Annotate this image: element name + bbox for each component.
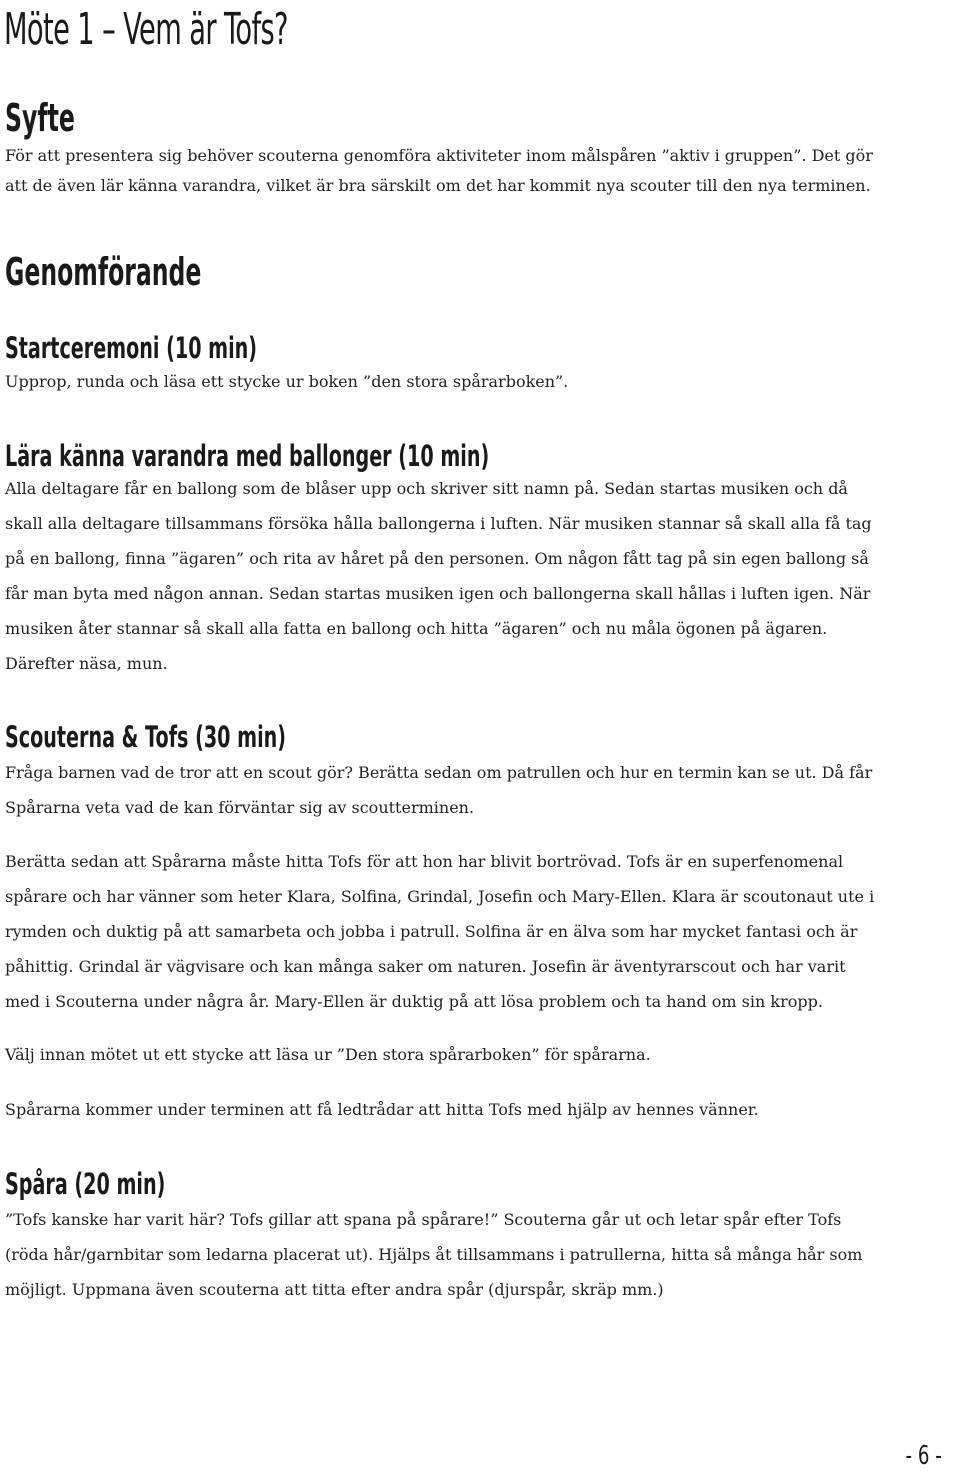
paragraph-syfte: För att presentera sig behöver scouterna genomföra aktiviteter inom målspåren ”aktiv i gruppen”. Det gör att de även lär känna varandra, vilket är bra särskilt om det har kommit nya scouter till den nya terminen. (5, 146, 873, 195)
heading-genomforande: Genomförande (5, 250, 202, 294)
paragraph-scouterna-4: Spårarna kommer under terminen att få ledtrådar att hitta Tofs med hjälp av hennes vänner. (5, 1100, 759, 1119)
heading-spara: Spåra (20 min) (5, 1167, 166, 1201)
paragraph-ballonger: Alla deltagare får en ballong som de blåser upp och skriver sitt namn på. Sedan startas musiken och då skall alla deltagare tillsammans försöka hålla ballongerna i luften. När musiken stannar så skall alla få tag på en ballong, finna ”ägaren” och rita av håret på den personen. Om någon fått tag på sin egen ballong så får man byta med någon annan. Sedan startas musiken igen och ballongerna skall hållas i luften igen. När musiken åter stannar så skall alla fatta en ballong och hitta ”ägaren” och nu måla ögonen på ägaren. Därefter näsa, mun. (5, 479, 872, 673)
paragraph-spara: ”Tofs kanske har varit här? Tofs gillar att spana på spårare!” Scouterna går ut och letar spår efter Tofs (röda hår/garnbitar som ledarna placerat ut). Hjälps åt tillsammans i patrullerna, hitta så många hår som möjligt. Uppmana även scouterna att titta efter andra spår (djurspår, skräp mm.) (5, 1210, 863, 1299)
heading-scouterna-tofs: Scouterna & Tofs (30 min) (5, 720, 287, 754)
paragraph-startceremoni: Upprop, runda och läsa ett stycke ur boken ”den stora spårarboken”. (5, 372, 569, 391)
page-title: Möte 1 – Vem är Tofs? (4, 4, 288, 55)
page-number: - 6 - (905, 1441, 942, 1471)
paragraph-scouterna-3: Välj innan mötet ut ett stycke att läsa ur ”Den stora spårarboken” för spårarna. (5, 1045, 651, 1064)
paragraph-scouterna-1: Fråga barnen vad de tror att en scout gör? Berätta sedan om patrullen och hur en termin kan se ut. Då får Spårarna veta vad de kan förväntar sig av scoutterminen. (5, 763, 873, 817)
heading-startceremoni: Startceremoni (10 min) (5, 331, 258, 365)
heading-ballonger: Lära känna varandra med ballonger (10 min) (5, 439, 490, 473)
heading-syfte: Syfte (5, 96, 75, 140)
paragraph-scouterna-2: Berätta sedan att Spårarna måste hitta Tofs för att hon har blivit bortrövad. Tofs är en superfenomenal spårare och har vänner som heter Klara, Solfina, Grindal, Josefin och Mary-Ellen. Klara är scoutonaut ute i rymden och duktig på att samarbeta och jobba i patrull. Solfina är en älva som har mycket fantasi och är påhittig. Grindal är vägvisare och kan många saker om naturen. Josefin är äventyrarscout och har varit med i Scouterna under några år. Mary-Ellen är duktig på att lösa problem och ta hand om sin kropp. (5, 852, 875, 1011)
